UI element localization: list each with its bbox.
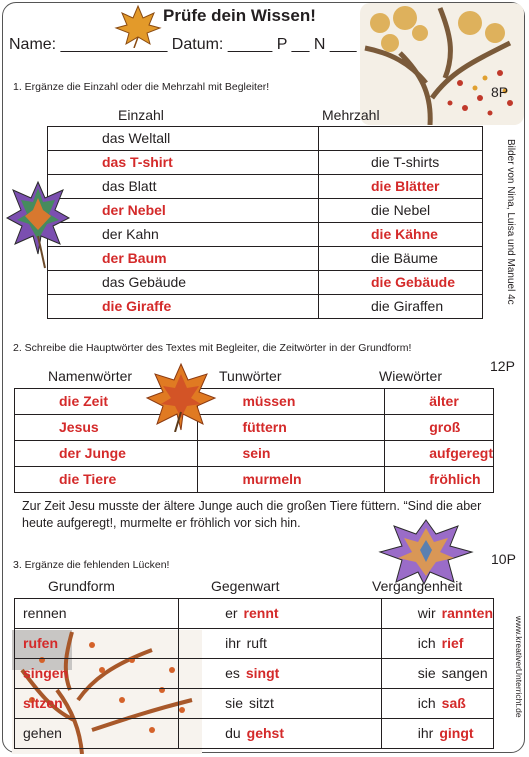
past-pronoun: wir (417, 604, 436, 621)
task3-header-past: Vergangenheit (372, 578, 463, 594)
task2-instruction: 2. Schreibe die Hauptwörter des Textes mit Begleiter, die Zeitwörter in der Grundform! (13, 342, 412, 354)
given-plural: die Giraffen (371, 297, 444, 314)
task3-row (15, 689, 494, 719)
given-base-form: rennen (23, 604, 67, 621)
answer-adjective: groß (429, 418, 461, 435)
given-singular: der Kahn (102, 225, 159, 242)
story-text: Zur Zeit Jesu musste der ältere Junge auch die großen Tiere füttern. “Sind die aber heute aufgeregt!, murmelte er fröhlich vor sich hin. (22, 499, 482, 530)
task3-instruction: 3. Ergänze die fehlenden Lücken! (13, 559, 170, 571)
answer-verb: sein (242, 444, 271, 461)
past-pronoun: ihr (417, 724, 434, 741)
task1-row (48, 199, 483, 223)
task3-header-base: Grundform (48, 578, 115, 594)
given-singular: das Weltall (102, 129, 171, 146)
colorful-leaf-icon (5, 180, 71, 270)
task2-row (15, 467, 494, 493)
task2-row (15, 415, 494, 441)
present-pronoun: sie (225, 694, 243, 711)
given-plural: die Nebel (371, 201, 431, 218)
present-pronoun: ihr (225, 634, 241, 651)
given-singular: das Blatt (102, 177, 157, 194)
answer-base-form: rufen (23, 634, 58, 651)
task1-row (48, 223, 483, 247)
answer-past: gingt (439, 724, 474, 741)
given-base-form: gehen (23, 724, 62, 741)
answer-singular: der Nebel (102, 201, 166, 218)
present-pronoun: es (225, 664, 240, 681)
task1-row (48, 247, 483, 271)
autumn-tree-painting (360, 3, 524, 125)
present-pronoun: er (225, 604, 238, 621)
task1-instruction: 1. Ergänze die Einzahl oder die Mehrzahl mit Begleiter! (13, 81, 270, 93)
task1-header-singular: Einzahl (118, 107, 164, 123)
answer-noun: die Tiere (59, 470, 117, 487)
given-singular: das Gebäude (102, 273, 187, 290)
answer-past: saß (441, 694, 466, 711)
past-pronoun: sie (417, 664, 436, 681)
answer-base-form: singen (23, 664, 69, 681)
given-plural: die T-shirts (371, 153, 440, 170)
answer-verb: müssen (242, 392, 296, 409)
answer-singular: der Baum (102, 249, 167, 266)
task2-header-adjectives: Wiewörter (379, 368, 443, 384)
answer-past: rannten (441, 604, 493, 621)
answer-verb: füttern (242, 418, 287, 435)
website-credit: www.kreativerUnterricht.de (514, 616, 524, 718)
task3-points: 10P (491, 551, 516, 567)
task1-row (48, 151, 483, 175)
answer-plural: die Blätter (371, 177, 440, 194)
task3-row (15, 659, 494, 689)
task3-row (15, 599, 494, 629)
answer-base-form: sitzen (23, 694, 63, 711)
image-credit-side: Bilder von Nina, Luisa und Manuel 4c (505, 139, 516, 305)
answer-singular: das T-shirt (102, 153, 173, 170)
answer-singular: die Giraffe (102, 297, 172, 314)
answer-plural: die Kähne (371, 225, 438, 242)
answer-present: gehst (246, 724, 284, 741)
past-pronoun: ich (417, 634, 436, 651)
task1-row (48, 175, 483, 199)
answer-adjective: fröhlich (429, 470, 481, 487)
answer-past: rief (441, 634, 464, 651)
answer-noun: Jesus (59, 418, 99, 435)
orange-leaf-icon (145, 362, 217, 432)
task2-header-nouns: Namenwörter (48, 368, 133, 384)
task1-table (47, 126, 483, 319)
task2-table (14, 388, 494, 493)
task1-row (48, 127, 483, 151)
answer-present: rennt (243, 604, 279, 621)
task3-table (14, 598, 494, 749)
given-present: ruft (246, 634, 267, 651)
task1-row (48, 295, 483, 319)
task3-row (15, 629, 494, 659)
task2-header-verbs: Tunwörter (219, 368, 282, 384)
given-present: sitzt (248, 694, 274, 711)
answer-noun: die Zeit (59, 392, 109, 409)
answer-present: singt (245, 664, 280, 681)
answer-adjective: älter (429, 392, 459, 409)
task2-row (15, 441, 494, 467)
task3-header-present: Gegenwart (211, 578, 280, 594)
answer-plural: die Gebäude (371, 273, 456, 290)
task1-header-plural: Mehrzahl (322, 107, 380, 123)
task2-row (15, 389, 494, 415)
task2-points: 12P (490, 358, 515, 374)
given-plural: die Bäume (371, 249, 438, 266)
answer-noun: der Junge (59, 444, 126, 461)
task3-row (15, 719, 494, 749)
answer-adjective: aufgeregt (429, 444, 493, 461)
task1-row (48, 271, 483, 295)
past-pronoun: ich (417, 694, 436, 711)
given-past: sangen (441, 664, 488, 681)
mosaic-leaf-icon (378, 518, 474, 586)
name-date-line: Name: ____________ Datum: _____ P __ N ___ (9, 36, 357, 53)
page-title: Prüfe dein Wissen! (163, 6, 316, 25)
present-pronoun: du (225, 724, 241, 741)
task1-points: 8P (491, 84, 509, 100)
answer-verb: murmeln (242, 470, 302, 487)
